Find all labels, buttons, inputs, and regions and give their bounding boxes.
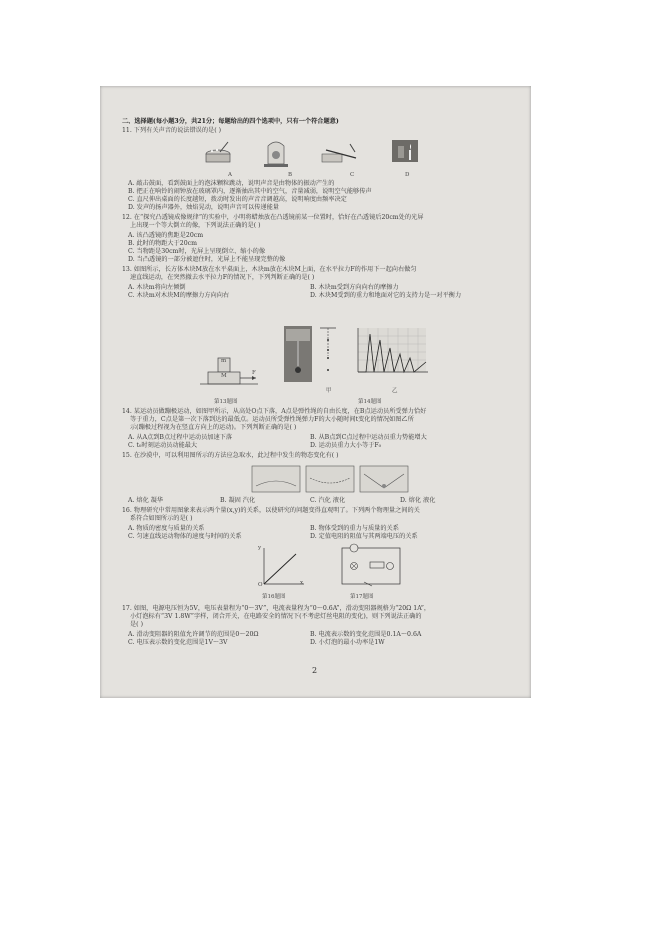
q13-option-d: D. 木块M受到的重力和地面对它的支持力是一对平衡力 (310, 292, 462, 299)
q12-option-d: D. 当凸透镜的一部分被遮住时，光屏上不能呈现完整的像 (128, 256, 286, 263)
bungee-diagram-figure (318, 326, 338, 386)
section-title: 二、选择题(每小题3分，共21分；每题给出的四个选项中，只有一个符合题意) (122, 118, 339, 125)
q14-stem-line1: 14. 某运动员做蹦极运动，如图甲所示，从高处O点下落，A点是弹性绳的自由长度，在B点运动员所受弹力恰好 (122, 408, 427, 415)
q11-fig-label-b: B (288, 172, 293, 178)
q14-option-c: C. t₀时刻运动员动能最大 (128, 442, 198, 449)
q16-axis-y: y (258, 545, 262, 551)
q14-option-d: D. 运动员重力大小等于F₀ (310, 442, 382, 449)
q12-option-c: C. 当物距是30cm时，光屏上呈现倒立、缩小的像 (128, 248, 266, 255)
q16-fig-caption: 第16题图 (262, 594, 286, 600)
q17-stem-line2: 小灯泡标有“3V 1.8W”字样，闭合开关，在电路安全的情况下(不考虑灯丝电阻的变化)，则下列说法正确的 (130, 613, 422, 620)
q12-stem-line1: 12. 在“探究凸透镜成像规律”的实验中，小明将蜡烛放在凸透镜前某一位置时，恰好在凸透镜后20cm处的光屏 (122, 214, 424, 221)
q13-fig-caption: 第13题图 (214, 399, 238, 405)
q17-circuit-diagram (336, 542, 406, 590)
q11-fig-label-d: D (405, 172, 410, 178)
q14-fig-label-jia: 甲 (326, 388, 332, 394)
q17-option-a: A. 滑动变阻器的阻值允许调节的范围是0～20Ω (128, 631, 259, 638)
drum-figure (206, 142, 230, 162)
bell-jar-figure (264, 142, 288, 167)
q13-force-label: F (252, 370, 256, 376)
q11-fig-label-a: A (228, 172, 232, 178)
q15-water-collection-figure (250, 464, 410, 494)
bungee-photo-figure (284, 326, 312, 382)
q16-origin: O (258, 582, 263, 588)
q12-option-b: B. 此时的物距大于20cm (128, 240, 197, 247)
q14-option-a: A. 从A点到B点过程中运动员加速下落 (128, 434, 233, 441)
q17-stem-line3: 是( ) (130, 621, 143, 628)
speaker-candle-figure (392, 140, 418, 162)
q14-option-b: B. 从B点到C点过程中运动员重力势能增大 (310, 434, 427, 441)
q11-option-b: B. 把正在响铃的闹钟放在玻璃罩内，逐渐抽出其中的空气，音量减弱，说明空气能够传声 (128, 188, 372, 195)
q13-stem-line2: 速直线运动，在突然撤去水平拉力F的情况下，下列判断正确的是( ) (130, 274, 315, 281)
q12-stem-line2: 上出现一个等大倒立的像，下列说法正确的是( ) (130, 222, 261, 229)
q16-stem-line2: 系符合如图所示的是( ) (130, 515, 193, 522)
q11-option-a: A. 敲击鼓面，看到鼓面上的泡沫颗粒跳动，说明声音是由物体的振动产生的 (128, 180, 335, 187)
q16-option-b: B. 物体受到的重力与质量的关系 (310, 525, 399, 532)
force-time-graph (350, 326, 430, 380)
q13-option-b: B. 木块m受到方向向右的摩擦力 (310, 284, 399, 291)
q13-block-M-label: M (221, 373, 227, 379)
q14-fig-caption: 第14题图 (358, 399, 382, 405)
q13-block-m-label: m (221, 358, 227, 364)
q13-option-a: A. 木块m将向左倾倒 (128, 284, 186, 291)
q15-option-d: D. 熔化 液化 (400, 497, 436, 504)
q15-stem: 15. 在沙漠中，可以利用图所示的方法应急取水，此过程中发生的物态变化有( ) (122, 452, 339, 459)
q13-block-figure (200, 352, 260, 394)
q17-option-b: B. 电流表示数的变化范围是0.1A～0.6A (310, 631, 422, 638)
q11-fig-label-c: C (350, 172, 355, 178)
q17-fig-caption: 第17题图 (350, 594, 374, 600)
q13-stem-line1: 13. 如图所示，长方体木块M放在水平桌面上，木块m放在木块M上面，在水平拉力F的作用下一起向右做匀 (122, 266, 417, 273)
q16-axis-x: x (300, 580, 304, 586)
q11-option-d: D. 发声的扬声器外，烛焰晃动，说明声音可以传递能量 (128, 204, 279, 211)
q13-option-c: C. 木块m对木块M的摩擦力方向向右 (128, 292, 230, 299)
q16-option-a: A. 物质的密度与质量的关系 (128, 525, 205, 532)
q11-option-c: C. 直尺伸出桌面的长度越短，拨动时发出的声音音调越高，说明响度由频率决定 (128, 196, 347, 203)
q11-figures (200, 138, 450, 172)
q15-option-a: A. 熔化 凝华 (128, 497, 164, 504)
q16-option-d: D. 定值电阻的阻值与其两端电压的关系 (310, 533, 418, 540)
q11-stem: 11. 下列有关声音的说法错误的是( ) (122, 127, 222, 134)
ruler-figure (322, 144, 356, 162)
q16-option-c: C. 匀速直线运动物体的速度与时间的关系 (128, 533, 242, 540)
q16-linear-graph (256, 546, 306, 590)
q15-option-c: C. 汽化 液化 (310, 497, 346, 504)
q12-option-a: A. 该凸透镜的焦距是20cm (128, 232, 204, 239)
q14-stem-line3: 示(蹦极过程视为在竖直方向上的运动)。下列判断正确的是( ) (130, 424, 297, 431)
q17-option-c: C. 电压表示数的变化范围是1V～3V (128, 639, 228, 646)
q17-stem-line1: 17. 如图，电源电压恒为5V，电压表量程为“0～3V”，电流表量程为“0～0.6A”，滑动变阻器规格为“20Ω 1A”， (122, 605, 431, 612)
q14-fig-label-yi: 乙 (392, 388, 398, 394)
q14-stem-line2: 等于重力，C点是第一次下落到达的最低点。运动员所受弹性绳弹力F的大小随时间t变化的情况如图乙所 (130, 416, 414, 423)
page-number: 2 (312, 666, 318, 675)
q16-stem-line1: 16. 物理研究中常用图象来表示两个量(x,y)的关系，以使研究的问题变得直观明了。下列两个物理量之间的关 (122, 507, 420, 514)
q17-option-d: D. 小灯泡的最小功率是1W (310, 639, 385, 646)
q15-option-b: B. 凝固 汽化 (220, 497, 256, 504)
exam-page (100, 86, 531, 698)
